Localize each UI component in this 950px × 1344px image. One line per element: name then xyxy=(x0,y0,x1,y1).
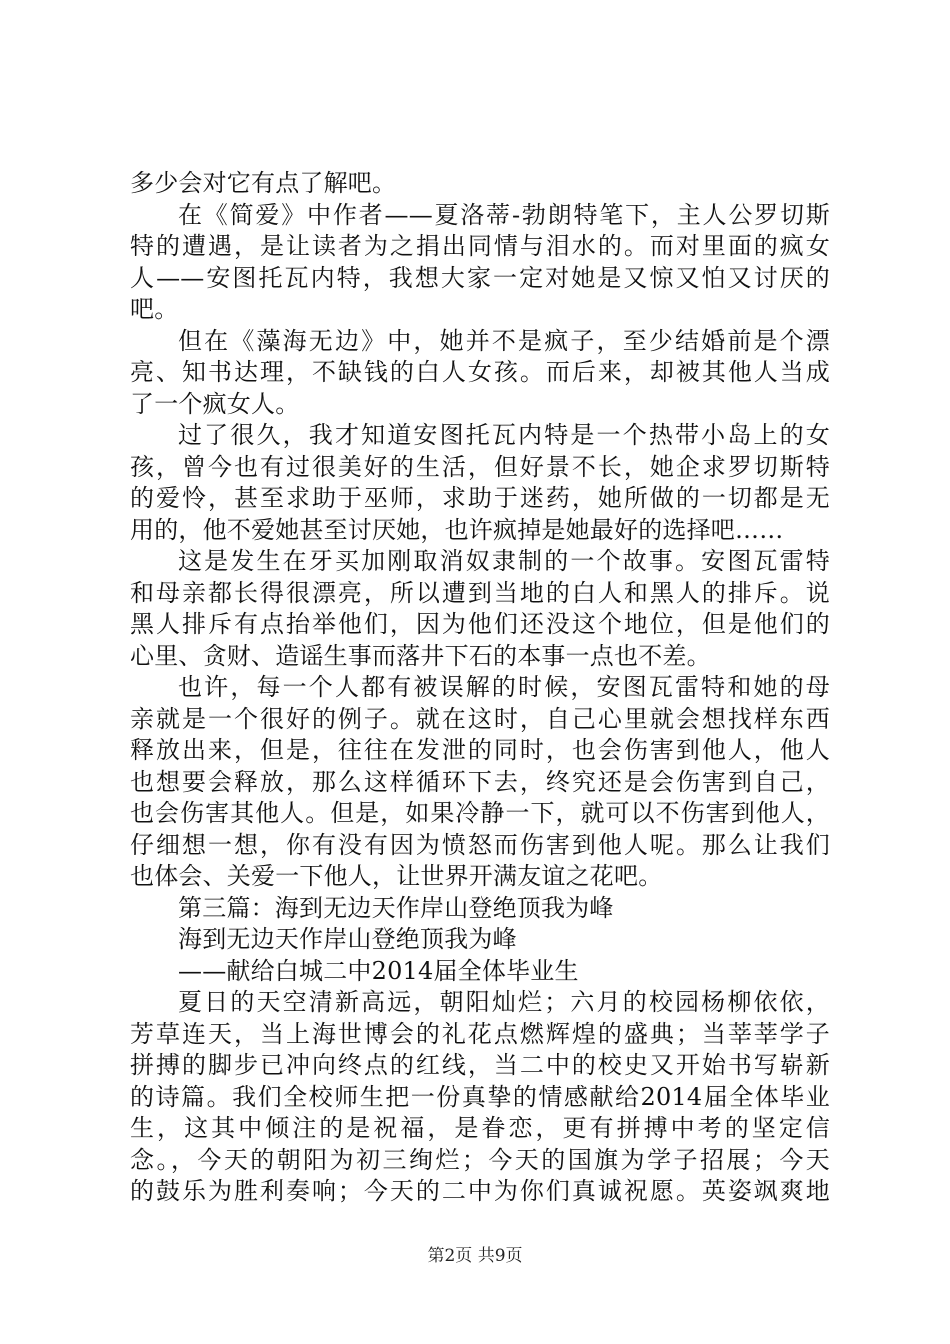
text-line: 在《简爱》中作者——夏洛蒂-勃朗特笔下，主人公罗切斯 xyxy=(178,200,830,229)
text-line: 的爱怜，甚至求助于巫师，求助于迷药，她所做的一切都是无 xyxy=(130,484,830,512)
text-line: 亮、知书达理，不缺钱的白人女孩。而后来，却被其他人当成 xyxy=(130,358,830,386)
text-line: 吧。 xyxy=(130,295,179,323)
text-line: 的诗篇。我们全校师生把一份真挚的情感献给2014届全体毕业 xyxy=(130,1082,830,1111)
text-line: 也许，每一个人都有被误解的时候，安图瓦雷特和她的母 xyxy=(178,673,830,701)
text-line: 了一个疯女人。 xyxy=(130,389,300,418)
text-line: 用的，他不爱她甚至讨厌她，也许疯掉是她最好的选择吧…… xyxy=(130,515,784,544)
text-line: 的鼓乐为胜利奏响；今天的二中为你们真诚祝愿。英姿飒爽地 xyxy=(130,1177,830,1205)
page-number-footer: 第2页 共9页 xyxy=(427,1246,523,1266)
text-line: 也会伤害其他人。但是，如果冷静一下，就可以不伤害到他人， xyxy=(130,799,830,827)
text-line: 念。，今天的朝阳为初三绚烂；今天的国旗为学子招展；今天 xyxy=(130,1145,830,1174)
text-line: 海到无边天作岸山登绝顶我为峰 xyxy=(178,925,517,953)
text-line: 多少会对它有点了解吧。 xyxy=(130,169,397,197)
text-line: 人——安图托瓦内特，我想大家一定对她是又惊又怕又讨厌的 xyxy=(130,263,830,292)
document-body xyxy=(130,168,830,1208)
text-line: 特的遭遇，是让读者为之捐出同情与泪水的。而对里面的疯女 xyxy=(130,232,830,260)
text-line: 第三篇：海到无边天作岸山登绝顶我为峰 xyxy=(178,893,614,922)
text-line: 也想要会释放，那么这样循环下去，终究还是会伤害到自己， xyxy=(130,767,830,796)
text-line: 亲就是一个很好的例子。就在这时，自己心里就会想找样东西 xyxy=(130,704,830,733)
text-line: 拼搏的脚步已冲向终点的红线，当二中的校史又开始书写崭新 xyxy=(130,1051,830,1079)
text-line: 但在《藻海无边》中，她并不是疯子，至少结婚前是个漂 xyxy=(178,326,830,355)
text-line: 心里、贪财、造谣生事而落井下石的本事一点也不差。 xyxy=(130,641,711,670)
text-line: 这是发生在牙买加刚取消奴隶制的一个故事。安图瓦雷特 xyxy=(178,547,830,575)
text-line: 过了很久，我才知道安图托瓦内特是一个热带小岛上的女 xyxy=(178,421,830,449)
text-line: 黑人排斥有点抬举他们，因为他们还没这个地位，但是他们的 xyxy=(130,610,830,638)
text-line: 孩，曾今也有过很美好的生活，但好景不长，她企求罗切斯特 xyxy=(130,452,830,481)
text-line: 夏日的天空清新高远，朝阳灿烂；六月的校园杨柳依依， xyxy=(178,988,830,1016)
text-line: 芳草连天，当上海世博会的礼花点燃辉煌的盛典；当莘莘学子 xyxy=(130,1019,830,1048)
text-line: ——献给白城二中2014届全体毕业生 xyxy=(178,956,579,985)
text-line: 和母亲都长得很漂亮，所以遭到当地的白人和黑人的排斥。说 xyxy=(130,578,830,607)
text-line: 仔细想一想，你有没有因为愤怒而伤害到他人呢。那么让我们 xyxy=(130,830,830,859)
text-line: 释放出来，但是，往往在发泄的同时，也会伤害到他人，他人 xyxy=(130,736,830,764)
text-line: 生，这其中倾注的是祝福，是眷恋，更有拼搏中考的坚定信 xyxy=(130,1114,830,1142)
text-line: 也体会、关爱一下他人，让世界开满友谊之花吧。 xyxy=(130,862,663,890)
